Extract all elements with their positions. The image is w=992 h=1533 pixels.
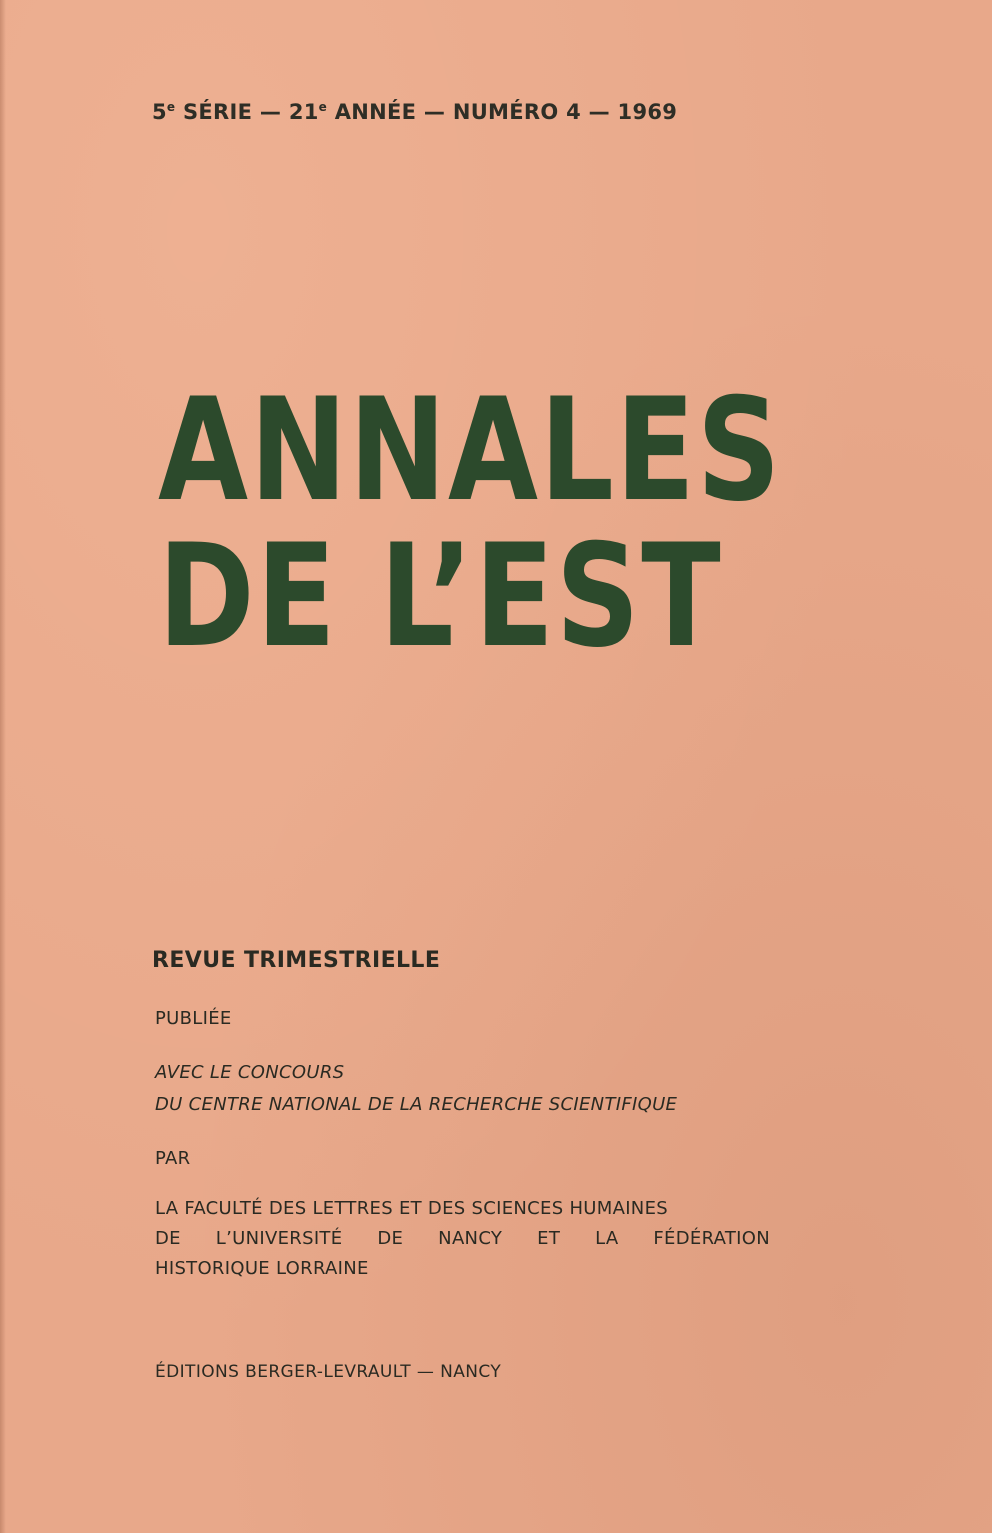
issue-info: ANNÉE — NUMÉRO 4 — 1969 bbox=[327, 100, 678, 124]
series-number: 5 bbox=[152, 100, 167, 124]
faculte-line-3: HISTORIQUE LORRAINE bbox=[155, 1258, 369, 1279]
faculte-line-2: DE L’UNIVERSITÉ DE NANCY ET LA FÉDÉRATION bbox=[155, 1228, 770, 1249]
revue-subtitle: REVUE TRIMESTRIELLE bbox=[152, 948, 441, 973]
series-issue-line bbox=[152, 100, 677, 124]
title-line-2: DE L’EST bbox=[158, 514, 723, 679]
year-number: 21 bbox=[288, 100, 319, 124]
series-ordinal: e bbox=[166, 100, 176, 114]
title-line-1: ANNALES bbox=[158, 368, 783, 533]
publisher-line: ÉDITIONS BERGER-LEVRAULT — NANCY bbox=[155, 1362, 502, 1382]
concours-line-1: AVEC LE CONCOURS bbox=[155, 1062, 345, 1083]
cover-edge-shadow bbox=[0, 0, 6, 1533]
par-text: PAR bbox=[155, 1148, 191, 1169]
series-label: SÉRIE — bbox=[175, 100, 289, 124]
faculte-line-1: LA FACULTÉ DES LETTRES ET DES SCIENCES HUMAINES bbox=[155, 1198, 668, 1219]
faculte-line-2-wrap bbox=[155, 1228, 770, 1249]
journal-title bbox=[158, 368, 783, 679]
year-ordinal: e bbox=[318, 100, 328, 114]
publiee-text: PUBLIÉE bbox=[155, 1008, 232, 1029]
concours-line-2: DU CENTRE NATIONAL DE LA RECHERCHE SCIENTIFIQUE bbox=[155, 1094, 678, 1115]
